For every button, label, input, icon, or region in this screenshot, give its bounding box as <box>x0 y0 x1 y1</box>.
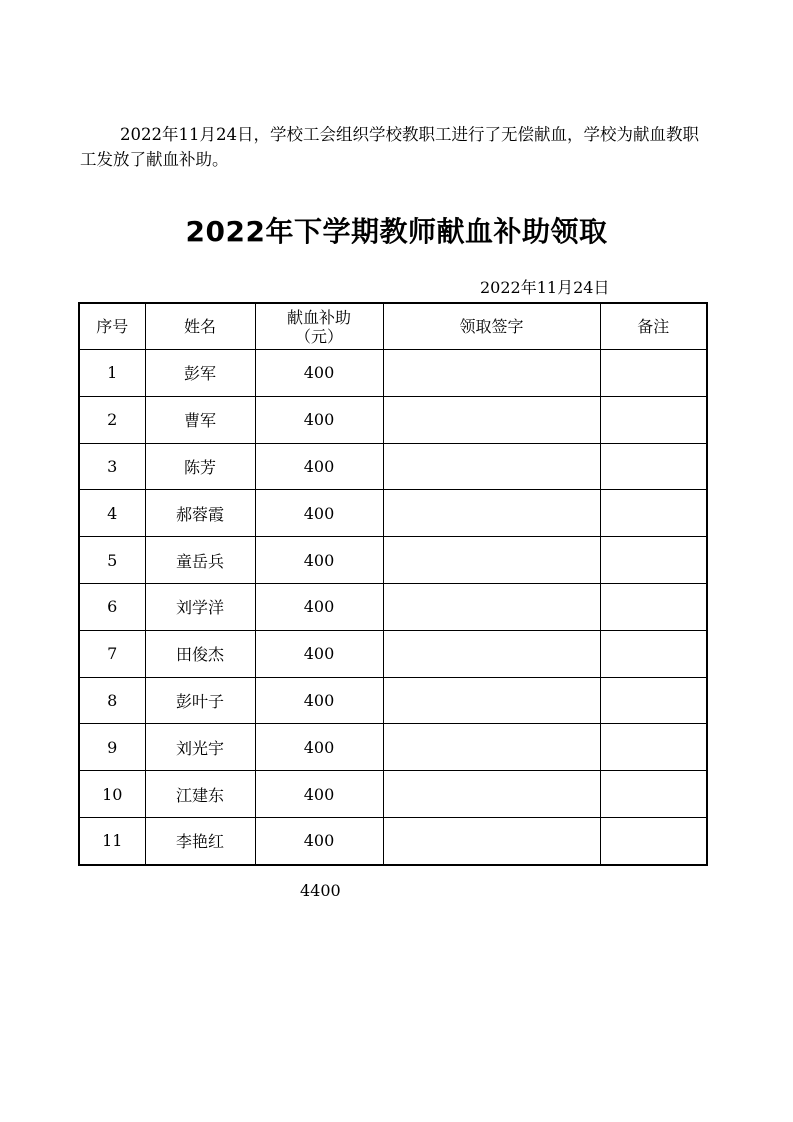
cell-signature <box>383 583 600 630</box>
cell-remark <box>600 350 707 397</box>
table-body <box>79 350 707 865</box>
cell-amount: 400 <box>255 583 383 630</box>
header-signature: 领取签字 <box>383 303 600 350</box>
table-row <box>79 771 707 818</box>
table-row <box>79 630 707 677</box>
cell-amount: 400 <box>255 724 383 771</box>
table-header-row <box>79 303 707 350</box>
table-row <box>79 443 707 490</box>
cell-name: 曹军 <box>145 396 255 443</box>
cell-name: 刘学洋 <box>145 583 255 630</box>
cell-index: 10 <box>79 771 145 818</box>
cell-name: 童岳兵 <box>145 537 255 584</box>
cell-signature <box>383 817 600 864</box>
cell-remark <box>600 583 707 630</box>
cell-signature <box>383 443 600 490</box>
cell-remark <box>600 443 707 490</box>
cell-name: 彭叶子 <box>145 677 255 724</box>
cell-index: 2 <box>79 396 145 443</box>
cell-signature <box>383 630 600 677</box>
table-row <box>79 350 707 397</box>
table-row <box>79 537 707 584</box>
cell-amount: 400 <box>255 630 383 677</box>
cell-name: 李艳红 <box>145 817 255 864</box>
table-row <box>79 583 707 630</box>
cell-index: 7 <box>79 630 145 677</box>
cell-signature <box>383 490 600 537</box>
table-row <box>79 490 707 537</box>
header-name: 姓名 <box>145 303 255 350</box>
cell-amount: 400 <box>255 677 383 724</box>
cell-remark <box>600 817 707 864</box>
cell-index: 3 <box>79 443 145 490</box>
table-row <box>79 677 707 724</box>
cell-remark <box>600 724 707 771</box>
cell-signature <box>383 677 600 724</box>
cell-amount: 400 <box>255 490 383 537</box>
cell-amount: 400 <box>255 350 383 397</box>
cell-name: 刘光宇 <box>145 724 255 771</box>
cell-remark <box>600 396 707 443</box>
cell-amount: 400 <box>255 771 383 818</box>
cell-remark <box>600 490 707 537</box>
cell-name: 彭军 <box>145 350 255 397</box>
total-amount: 4400 <box>300 881 341 900</box>
cell-name: 郝蓉霞 <box>145 490 255 537</box>
cell-amount: 400 <box>255 817 383 864</box>
document-date: 2022年11月24日 <box>480 278 610 297</box>
header-subsidy-line1: 献血补助 <box>286 307 351 327</box>
cell-index: 9 <box>79 724 145 771</box>
subsidy-table <box>78 302 708 866</box>
cell-remark <box>600 677 707 724</box>
header-subsidy <box>255 303 383 350</box>
cell-signature <box>383 771 600 818</box>
cell-amount: 400 <box>255 396 383 443</box>
table-row <box>79 724 707 771</box>
cell-signature <box>383 350 600 397</box>
cell-index: 8 <box>79 677 145 724</box>
cell-remark <box>600 630 707 677</box>
header-index: 序号 <box>79 303 145 350</box>
cell-index: 1 <box>79 350 145 397</box>
cell-remark <box>600 537 707 584</box>
table-row <box>79 817 707 864</box>
cell-amount: 400 <box>255 537 383 584</box>
header-remark: 备注 <box>600 303 707 350</box>
cell-signature <box>383 724 600 771</box>
cell-index: 6 <box>79 583 145 630</box>
cell-amount: 400 <box>255 443 383 490</box>
cell-index: 4 <box>79 490 145 537</box>
cell-index: 11 <box>79 817 145 864</box>
cell-name: 陈芳 <box>145 443 255 490</box>
table-row <box>79 396 707 443</box>
document-title: 2022年下学期教师献血补助领取 <box>185 215 608 248</box>
cell-name: 田俊杰 <box>145 630 255 677</box>
intro-paragraph: 2022年11月24日，学校工会组织学校教职工进行了无偿献血，学校为献血教职工发放了献血补助。 <box>80 125 699 169</box>
cell-signature <box>383 396 600 443</box>
header-subsidy-line2: （元） <box>294 326 343 346</box>
cell-signature <box>383 537 600 584</box>
cell-remark <box>600 771 707 818</box>
cell-index: 5 <box>79 537 145 584</box>
cell-name: 江建东 <box>145 771 255 818</box>
